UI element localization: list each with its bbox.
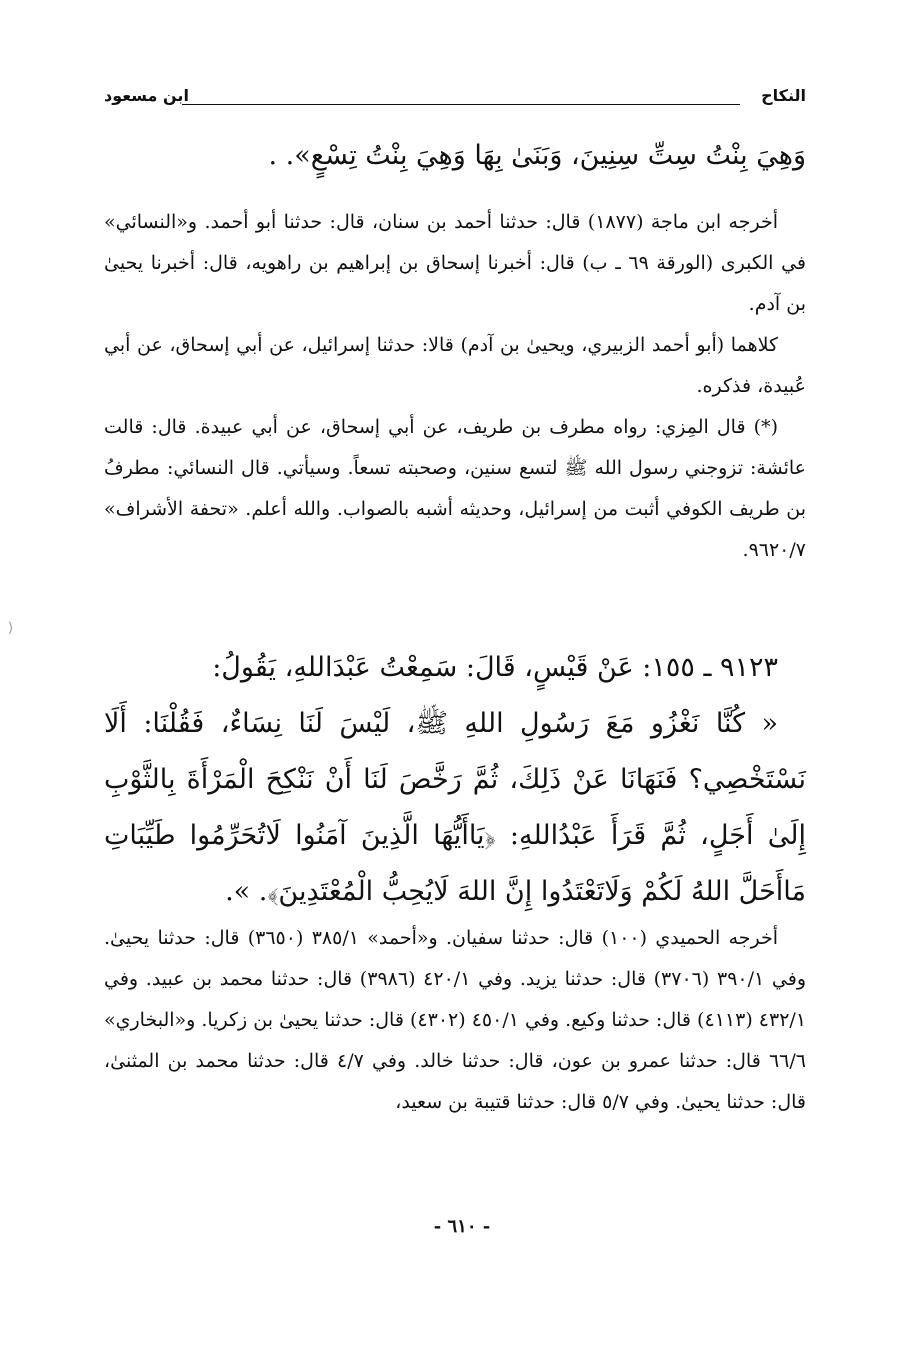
header-rule (182, 104, 740, 105)
margin-mark-icon: ⟩ (8, 620, 14, 636)
takhrij-section-1 (104, 202, 806, 571)
takhrij-paragraph: كلاهما (أبو أحمد الزبيري، ويحيىٰ بن آدم) قالا: حدثنا إسرائيل، عن أبي إسحاق، عن أبي عُبيدة، فذكره. (104, 334, 806, 397)
hadith-matn: « كُنَّا نَغْزُو مَعَ رَسُولِ اللهِ ﷺ، لَيْسَ لَنَا نِسَاءٌ، فَقُلْنَا: أَلَا نَسْتَخْصِي؟ فَنَهَانَا عَنْ ذَلِكَ، ثُمَّ رَخَّصَ لَنَا أَنْ نَنْكِحَ الْمَرْأَةَ بِالثَّوْبِ إِلَىٰ أَجَلٍ، ثُمَّ قَرَأَ عَبْدُاللهِ: ﴿يَاأَيُّهَا الَّذِينَ آمَنُوا لَاتُحَرِّمُوا طَيِّبَاتِ مَاأَحَلَّ اللهُ لَكُمْ وَلَاتَعْتَدُوا إِنَّ اللهَ لَايُحِبُّ الْمُعْتَدِينَ﴾. ». (104, 708, 806, 907)
takhrij-paragraph: أخرجه ابن ماجة (١٨٧٧) قال: حدثنا أحمد بن سنان، قال: حدثنا أبو أحمد. و«النسائي» في الكبرى (الورقة ٦٩ ـ ب) قال: أخبرنا إسحاق بن إبراهيم بن راهويه، قال: أخبرنا يحيىٰ بن آدم. (104, 211, 806, 315)
hadith-continuation (104, 128, 806, 184)
narrator-title: ابن مسعود (104, 86, 189, 105)
hadith-text: وَهِيَ بِنْتُ سِتِّ سِنِينَ، وَبَنَىٰ بِهَا وَهِيَ بِنْتُ تِسْعٍ». . (268, 140, 806, 171)
page-number: - ٦١٠ - (433, 1216, 491, 1237)
chapter-title: النكاح (761, 86, 806, 105)
running-header (104, 86, 806, 116)
takhrij-section-2 (104, 918, 806, 1123)
mizzi-note: (*) قال المِزي: رواه مطرف بن طريف، عن أبي إسحاق، عن أبي عبيدة. قال: قالت عائشة: تزوجني رسول الله ﷺ لتسع سنين، وصحبته تسعاً. وسيأتي. قال النسائي: مطرفُ بن طريف الكوفي أثبت من إسرائيل، وحديثه أشبه بالصواب. والله أعلم. «تحفة الأشراف» ٩٦٢٠/٧. (104, 416, 806, 561)
hadith-isnad: ٩١٢٣ ـ ١٥٥: عَنْ قَيْسٍ، قَالَ: سَمِعْتُ عَبْدَاللهِ، يَقُولُ: (212, 652, 778, 683)
hadith-9123 (104, 640, 806, 920)
takhrij-paragraph: أخرجه الحميدي (١٠٠) قال: حدثنا سفيان. و«أحمد» ٣٨٥/١ (٣٦٥٠) قال: حدثنا يحيىٰ. وفي ٣٩٠/١ (٣٧٠٦) قال: حدثنا يزيد. وفي ٤٢٠/١ (٣٩٨٦) قال: حدثنا محمد بن عبيد. وفي ٤٣٢/١ (٤١١٣) قال: حدثنا وكيع. وفي ٤٥٠/١ (٤٣٠٢) قال: حدثنا يحيىٰ بن زكريا. و«البخاري» ٦٦/٦ قال: حدثنا عمرو بن عون، قال: حدثنا خالد. وفي ٤/٧ قال: حدثنا محمد بن المثنىٰ، قال: حدثنا يحيىٰ. وفي ٥/٧ قال: حدثنا قتيبة بن سعيد، (104, 927, 807, 1113)
